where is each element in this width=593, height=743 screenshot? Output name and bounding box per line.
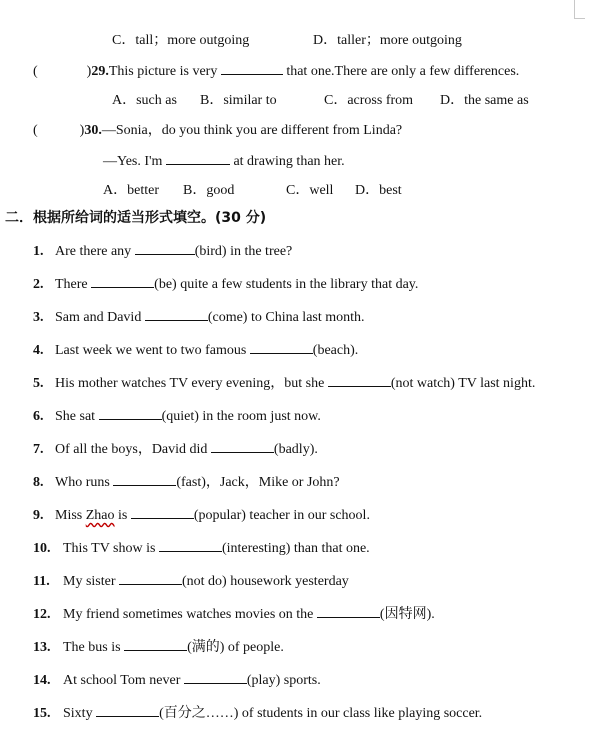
answer-blank[interactable] [96,704,159,717]
item-number: 15. [33,706,51,721]
question-number: 29. [91,64,109,79]
item-text-before: Last week we went to two famous [55,343,247,358]
item-text-before: Are there any [55,244,132,259]
section-heading: 二．根据所给词的适当形式填空。(30 分) [5,210,267,226]
item-text-before: His mother watches TV every evening，but she [55,376,325,391]
item-text-before: This TV show is [63,541,156,556]
option-c: C．across from [324,93,414,108]
item-text-before: My sister [63,574,116,589]
answer-blank[interactable] [113,473,176,486]
item-text-before: Miss Zhao is [55,508,128,523]
answer-blank[interactable] [184,671,247,684]
answer-blank[interactable] [159,539,222,552]
option-c: C．tall；more outgoing [112,33,250,48]
question-text-before: This picture is very [108,64,218,79]
item-number: 9. [33,508,44,523]
fill-item [33,506,370,525]
reply-text-before: —Yes. I'm [103,154,163,169]
answer-blank[interactable] [91,275,154,288]
question-text-after: that one.There are only a few differences. [286,64,520,79]
question-number: 30. [84,123,102,138]
option-c: C．well [286,183,334,198]
item-number: 2. [33,277,44,292]
item-number: 8. [33,475,44,490]
options-30 [103,182,402,200]
item-text-after: (badly). [273,442,318,457]
item-text-after: (fast)，Jack，Mike or John? [176,475,340,490]
item-text-after: (come) to China last month. [207,310,365,325]
spellcheck-word: Zhao [85,508,115,523]
option-b: B．similar to [200,93,277,108]
fill-item [33,341,358,360]
item-text-after: (popular) teacher in our school. [193,508,370,523]
item-text-before: Sam and David [55,310,142,325]
item-text-before: My friend sometimes watches movies on the [63,607,314,622]
fill-item [33,605,435,624]
item-number: 7. [33,442,44,457]
item-text-after: (not watch) TV last night. [390,376,536,391]
answer-blank[interactable] [221,62,283,75]
item-number: 5. [33,376,44,391]
option-b: B．good [183,183,235,198]
item-number: 10. [33,541,51,556]
answer-blank[interactable] [145,308,208,321]
item-number: 11. [33,574,50,589]
answer-blank[interactable] [119,572,182,585]
answer-blank[interactable] [131,506,194,519]
fill-item [33,308,365,327]
question-30 [33,122,402,140]
answer-blank[interactable] [250,341,313,354]
question-text: —Sonia，do you think you are different from Linda? [101,123,403,138]
fill-item [33,440,318,459]
item-text-after: (not do) housework yesterday [182,574,349,589]
item-text-after: (满的) of people. [187,640,284,655]
answer-blank[interactable] [99,407,162,420]
option-d: D．best [355,183,402,198]
fill-item [33,473,340,492]
fill-item [33,572,349,591]
fill-item [33,275,418,294]
question-29 [33,62,519,81]
fill-item [33,671,321,690]
item-text-after: (beach). [312,343,359,358]
item-text-before: Of all the boys，David did [55,442,208,457]
item-text-after: (bird) in the tree? [194,244,293,259]
item-number: 14. [33,673,51,688]
answer-paren-open: ( [33,123,38,138]
item-number: 3. [33,310,44,325]
answer-paren-close: ) [79,123,85,138]
option-d: D．taller；more outgoing [313,33,462,48]
item-text-after: (百分之……) of students in our class like playing soccer. [159,706,483,721]
item-text-after: (be) quite a few students in the library that day. [154,277,419,292]
item-text-before: There [55,277,88,292]
answer-blank[interactable] [328,374,391,387]
fill-item [33,704,482,723]
item-text-after: (interesting) than that one. [221,541,370,556]
item-text-before: Who runs [55,475,110,490]
page-corner-mark [574,0,585,19]
item-text-before: She sat [55,409,96,424]
answer-blank[interactable] [211,440,274,453]
item-number: 12. [33,607,51,622]
item-number: 4. [33,343,44,358]
item-number: 1. [33,244,44,259]
answer-blank[interactable] [135,242,195,255]
answer-blank[interactable] [317,605,380,618]
answer-paren-open: ( [33,64,38,79]
option-a: A．such as [112,93,177,108]
option-d: D．the same as [440,93,529,108]
option-a: A．better [103,183,159,198]
answer-paren-close: ) [86,64,92,79]
fill-item [33,638,284,657]
item-number: 6. [33,409,44,424]
fill-item [33,374,535,393]
item-text-before: At school Tom never [63,673,181,688]
item-text-after: (play) sports. [246,673,321,688]
item-number: 13. [33,640,51,655]
options-29 [112,92,529,110]
reply-text-after: at drawing than her. [233,154,345,169]
item-text-before: The bus is [63,640,121,655]
fill-item [33,407,321,426]
answer-blank[interactable] [124,638,187,651]
item-text-before: Sixty [63,706,93,721]
question-30-reply [103,152,345,171]
fill-item [33,242,292,261]
fill-item [33,539,370,558]
item-text-after: (因特网). [379,607,435,622]
item-text-after: (quiet) in the room just now. [161,409,321,424]
answer-blank[interactable] [166,152,230,165]
